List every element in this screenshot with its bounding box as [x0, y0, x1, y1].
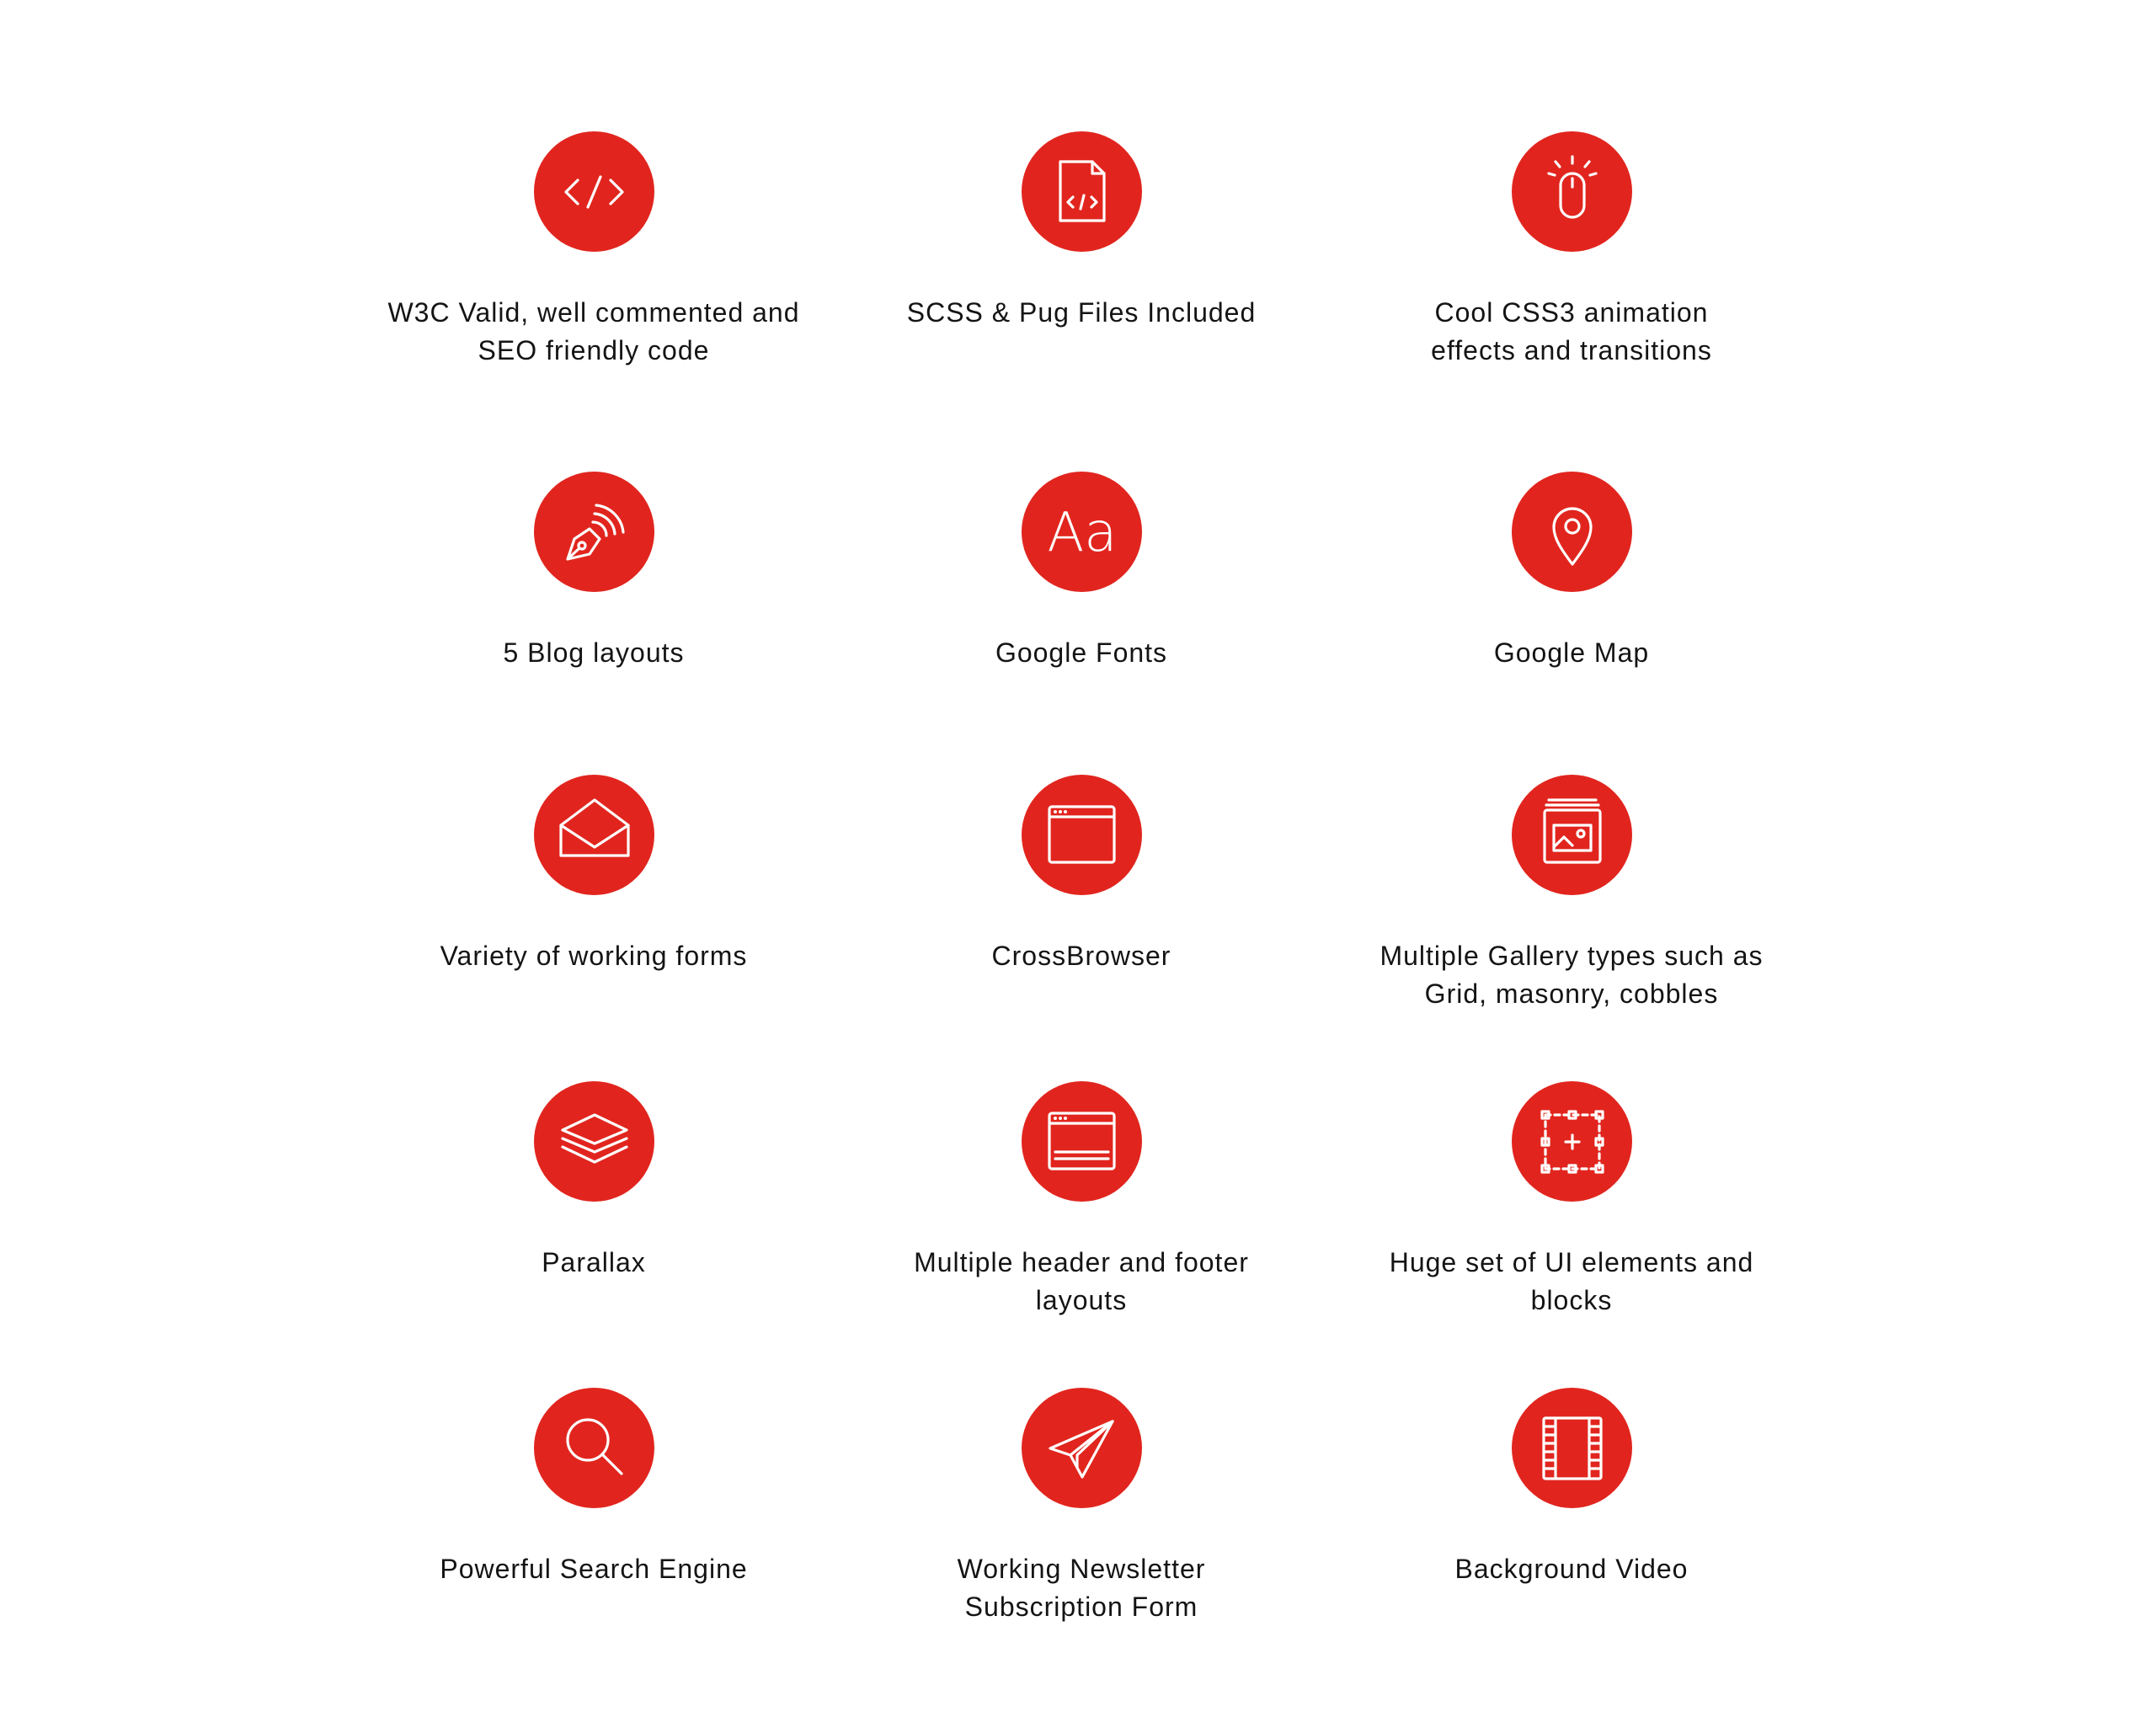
envelope-icon [534, 775, 654, 895]
image-gallery-icon [1512, 775, 1632, 895]
feature-label: Google Map [1493, 637, 1650, 668]
feature-working-forms [358, 775, 830, 975]
pen-nib-icon [534, 472, 654, 592]
feature-google-map [1336, 472, 1807, 672]
feature-label: Cool CSS3 animation effects and transitions [1431, 297, 1712, 365]
feature-label: Variety of working forms [440, 941, 748, 971]
feature-label: W3C Valid, well commented and SEO friendly code [387, 297, 800, 365]
search-icon [534, 1388, 654, 1508]
feature-w3c-valid [358, 131, 830, 370]
map-pin-icon [1512, 472, 1632, 592]
feature-label: CrossBrowser [991, 941, 1171, 971]
font-icon-text: Aa [1047, 502, 1117, 564]
code-icon [534, 131, 654, 252]
feature-label: Background Video [1454, 1554, 1689, 1584]
mouse-click-icon [1512, 131, 1632, 252]
layers-icon [534, 1081, 654, 1202]
feature-scss-pug [846, 131, 1317, 332]
feature-css3-animation [1336, 131, 1807, 370]
header-footer-layout-icon [1022, 1081, 1142, 1202]
feature-gallery-types [1336, 775, 1807, 1013]
code-file-icon [1022, 131, 1142, 252]
feature-google-fonts [846, 472, 1317, 672]
feature-label: 5 Blog layouts [503, 637, 685, 668]
font-icon [1022, 472, 1142, 592]
feature-background-video [1336, 1388, 1807, 1588]
feature-label: Powerful Search Engine [440, 1554, 748, 1584]
feature-crossbrowser [846, 775, 1317, 975]
paper-plane-icon [1022, 1388, 1142, 1508]
feature-label: Huge set of UI elements and blocks [1389, 1247, 1754, 1315]
feature-newsletter [846, 1388, 1317, 1626]
feature-label: Google Fonts [995, 637, 1168, 668]
browser-window-icon [1022, 775, 1142, 895]
feature-label: Multiple header and footer layouts [914, 1247, 1249, 1315]
feature-label: Multiple Gallery types such as Grid, masonry, cobbles [1380, 941, 1764, 1009]
feature-parallax [358, 1081, 830, 1282]
feature-search-engine [358, 1388, 830, 1588]
feature-label: SCSS & Pug Files Included [906, 297, 1257, 328]
feature-header-footer [846, 1081, 1317, 1320]
ui-elements-icon [1512, 1081, 1632, 1202]
film-strip-icon [1512, 1388, 1632, 1508]
feature-label: Parallax [542, 1247, 646, 1277]
feature-blog-layouts [358, 472, 830, 672]
feature-ui-elements [1336, 1081, 1807, 1320]
feature-label: Working Newsletter Subscription Form [957, 1554, 1206, 1622]
